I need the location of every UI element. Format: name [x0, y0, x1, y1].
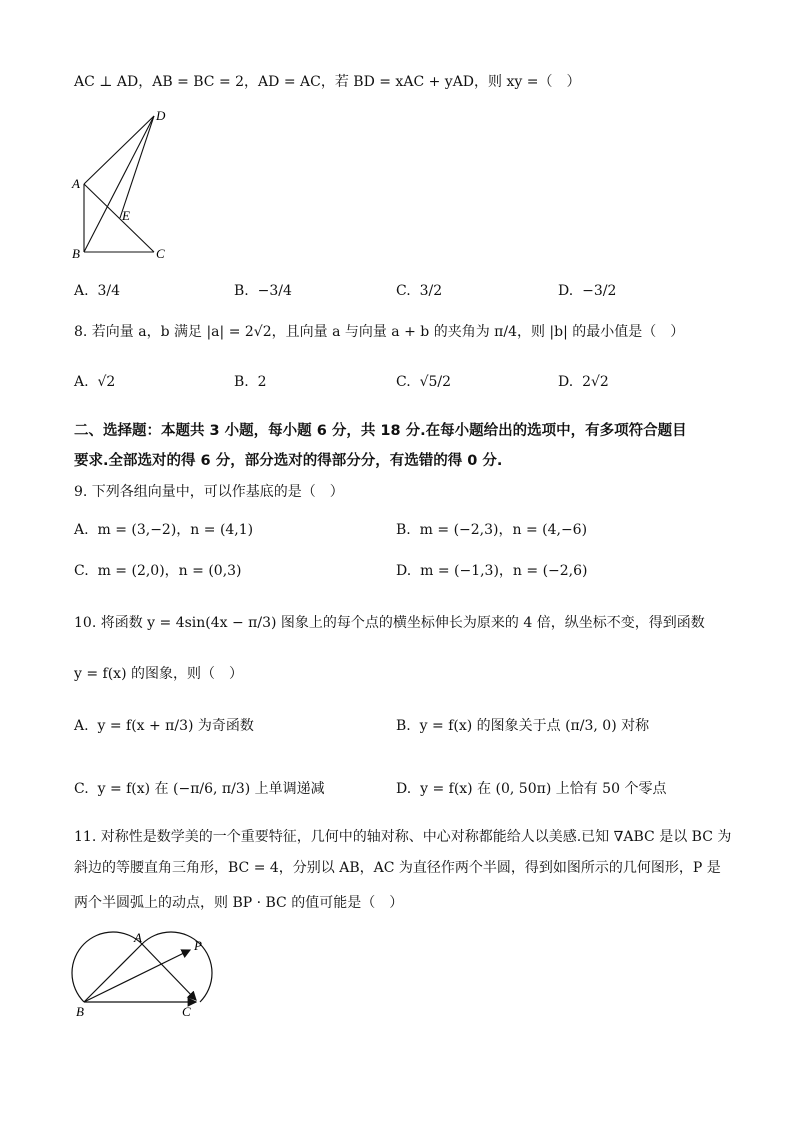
q11-stem-line2: 斜边的等腰直角三角形，BC = 4，分别以 AB，AC 为直径作两个半圆，得到如图所示的几何图形，P 是	[74, 860, 721, 876]
q11-label-P: P	[194, 938, 202, 953]
q8-option-c[interactable]: C. √5/2	[396, 374, 452, 390]
section2-header-line1: 二、选择题：本题共 3 小题，每小题 6 分，共 18 分.在每小题给出的选项中，有多项符合题目	[74, 423, 687, 439]
q7-label-D: D	[156, 108, 166, 123]
q7-option-d[interactable]: D. −3/2	[558, 283, 617, 299]
q8-option-b[interactable]: B. 2	[234, 374, 267, 390]
q9-option-a[interactable]: A. m = (3,−2)，n = (4,1)	[74, 522, 254, 538]
q8-option-d[interactable]: D. 2√2	[558, 374, 609, 390]
q11-figure	[64, 928, 224, 1020]
q11-stem-line1: 11. 对称性是数学美的一个重要特征，几何中的轴对称、中心对称都能给人以美感.已知 ∇ABC 是以 BC 为	[74, 829, 732, 845]
q8-option-a[interactable]: A. √2	[74, 374, 116, 390]
q9-option-b[interactable]: B. m = (−2,3)，n = (4,−6)	[396, 522, 588, 538]
q11-label-A: A	[134, 930, 142, 945]
q10-option-b[interactable]: B. y = f(x) 的图象关于点 (π/3, 0) 对称	[396, 718, 650, 734]
q11-label-C: C	[182, 1004, 191, 1019]
q7-stem: AC ⊥ AD，AB = BC = 2，AD = AC，若 BD = xAC + yAD，则 xy =（ ）	[74, 74, 581, 90]
q9-option-c[interactable]: C. m = (2,0)，n = (0,3)	[74, 563, 242, 579]
q7-option-a[interactable]: A. 3/4	[74, 283, 120, 299]
q11-stem-line3: 两个半圆弧上的动点，则 BP · BC 的值可能是（ ）	[74, 895, 404, 911]
q7-label-E: E	[122, 208, 130, 223]
section2-header-line2: 要求.全部选对的得 6 分，部分选对的得部分分，有选错的得 0 分.	[74, 453, 503, 469]
q7-label-B: B	[72, 246, 80, 261]
q7-label-A: A	[72, 176, 80, 191]
q10-option-a[interactable]: A. y = f(x + π/3) 为奇函数	[74, 718, 254, 734]
q7-label-C: C	[156, 246, 165, 261]
q7-figure	[68, 104, 178, 264]
q10-stem-line2: y = f(x) 的图象，则（ ）	[74, 666, 243, 682]
q10-stem-line1: 10. 将函数 y = 4sin(4x − π/3) 图象上的每个点的横坐标伸长为原来的 4 倍，纵坐标不变，得到函数	[74, 615, 705, 631]
q7-option-b[interactable]: B. −3/4	[234, 283, 292, 299]
q11-label-B: B	[76, 1004, 84, 1019]
q8-stem: 8. 若向量 a，b 满足 |a| = 2√2，且向量 a 与向量 a + b 的夹角为 π/4，则 |b| 的最小值是（ ）	[74, 324, 685, 340]
q9-stem: 9. 下列各组向量中，可以作基底的是（ ）	[74, 484, 344, 500]
q10-option-c[interactable]: C. y = f(x) 在 (−π/6, π/3) 上单调递减	[74, 781, 325, 797]
q10-option-d[interactable]: D. y = f(x) 在 (0, 50π) 上恰有 50 个零点	[396, 781, 667, 797]
q9-option-d[interactable]: D. m = (−1,3)，n = (−2,6)	[396, 563, 588, 579]
q7-option-c[interactable]: C. 3/2	[396, 283, 443, 299]
